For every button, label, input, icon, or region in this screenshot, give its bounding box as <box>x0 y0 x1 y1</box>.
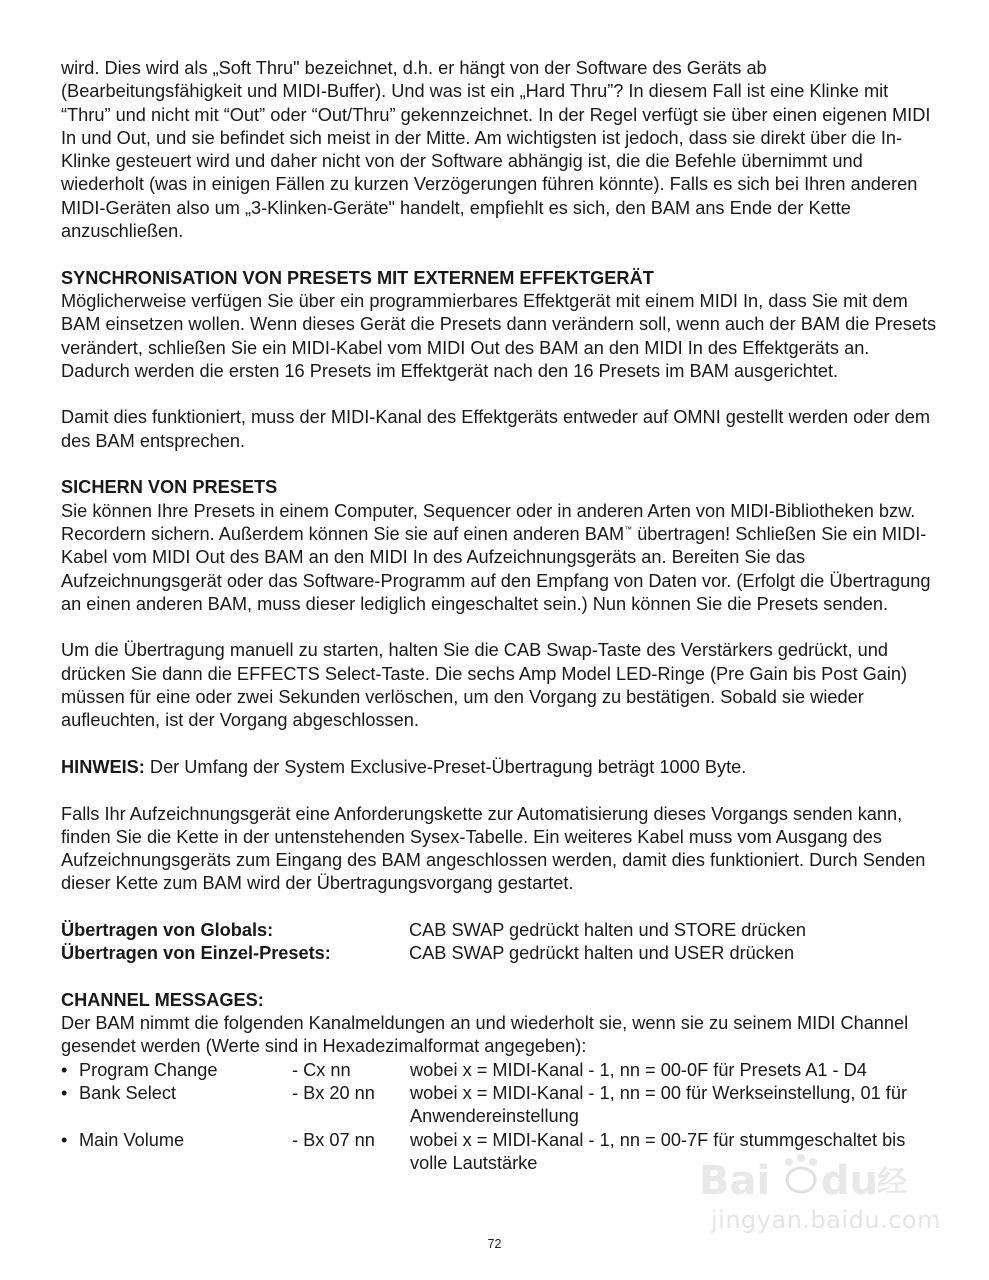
svg-text:经: 经 <box>877 1165 907 1200</box>
message-desc: wobei x = MIDI-Kanal - 1, nn = 00 für Werkseinstellung, 01 für Anwendereinstellung <box>410 1083 908 1127</box>
message-name: Main Volume <box>79 1129 185 1150</box>
message-desc: wobei x = MIDI-Kanal - 1, nn = 00-7F für stummgeschaltet bis volle Lautstärke <box>410 1129 906 1173</box>
transfer-value: CAB SWAP gedrückt halten und STORE drücken <box>409 919 806 940</box>
backup-paragraph-3: Falls Ihr Aufzeichnungsgerät eine Anforderungskette zur Automatisierung dieses Vorgangs senden kann, finden Sie die Kette in der untenstehenden Sysex-Tabelle. Ein weiteres Kabel muss vom Ausgang des Aufzeichnungsgeräts zum Eingang des BAM angeschlossen werden, damit dies funktioniert. Durch Senden dieser Kette zum BAM wird der Übertragungsvorgang gestartet. <box>61 803 926 894</box>
watermark-url: jingyan.baidu.com <box>711 1206 941 1234</box>
transfer-label: Übertragen von Einzel-Presets: <box>61 943 331 964</box>
transfer-row <box>61 919 941 942</box>
transfer-row <box>61 942 941 965</box>
message-code: - Cx nn <box>292 1059 351 1080</box>
channel-message-item <box>61 1082 941 1129</box>
page-number: 72 <box>487 1237 502 1251</box>
intro-paragraph: wird. Dies wird als „Soft Thru" bezeichnet, d.h. er hängt von der Software des Geräts ab (Bearbeitungsfähigkeit und MIDI-Buffer). Und was ist ein „Hard Thru”? In diesem Fall ist eine Klinke mit “Thru” und nicht mit “Out” oder “Out/Thru” gekennzeichnet. In der Regel verfügt sie über einen eigenen MIDI In und Out, und sie befindet sich meist in der Mitte. Am wichtigsten ist jedoch, dass sie direkt über die In-Klinke gesteuert wird und daher nicht von der Software abhängig ist, die die Befehle übernimmt und wiederholt (was in einigen Fällen zu kurzen Verzögerungen führen könnte). Falls es sich bei Ihren anderen MIDI-Geräten also um „3-Klinken-Geräte" handelt, empfiehlt es sich, den BAM ans Ende der Kette anzuschließen. <box>61 58 931 242</box>
sync-paragraph-2: Damit dies funktioniert, muss der MIDI-Kanal des Effektgeräts entweder auf OMNI gestellt werden oder dem des BAM entsprechen. <box>61 407 931 451</box>
note-label: HINWEIS: <box>61 756 145 777</box>
message-name: Program Change <box>79 1059 218 1080</box>
message-code: - Bx 07 nn <box>292 1129 375 1150</box>
channel-message-list <box>61 1059 941 1175</box>
message-desc: wobei x = MIDI-Kanal - 1, nn = 00-0F für Presets A1 - D4 <box>410 1059 867 1080</box>
trademark-symbol: ™ <box>624 524 633 534</box>
message-code: - Bx 20 nn <box>292 1083 375 1104</box>
channel-message-item <box>61 1129 941 1176</box>
transfer-table <box>61 919 941 966</box>
bullet-icon: • <box>61 1059 68 1080</box>
channel-paragraph: Der BAM nimmt die folgenden Kanalmeldungen an und wiederholt sie, wenn sie zu seinem MIDI Channel gesendet werden (Werte sind in Hexadezimalformat angegeben): <box>61 1013 909 1057</box>
document-page <box>61 57 941 1175</box>
note-paragraph <box>61 756 941 779</box>
backup-heading: SICHERN VON PRESETS <box>61 477 278 498</box>
message-name: Bank Select <box>79 1083 177 1104</box>
backup-paragraph-1-a: Sie können Ihre Presets in einem Computer, Sequencer oder in anderen Arten von MIDI-Bibliotheken bzw. Recordern sichern. Außerdem können Sie sie auf einen anderen BAM <box>61 500 916 544</box>
backup-paragraph-2: Um die Übertragung manuell zu starten, halten Sie die CAB Swap-Taste des Verstärkers gedrückt, und drücken Sie dann die EFFECTS Select-Taste. Die sechs Amp Model LED-Ringe (Pre Gain bis Post Gain) müssen für eine oder zwei Sekunden verlöschen, um den Vorgang zu bestätigen. Sobald sie wieder aufleuchten, ist der Vorgang abgeschlossen. <box>61 640 908 731</box>
sync-heading: SYNCHRONISATION VON PRESETS MIT EXTERNEM EFFEKTGERÄT <box>61 267 654 288</box>
backup-paragraph-1 <box>61 500 941 616</box>
note-text: Der Umfang der System Exclusive-Preset-Übertragung beträgt 1000 Byte. <box>144 756 747 777</box>
svg-text:Bai: Bai <box>699 1158 771 1202</box>
channel-message-item <box>61 1059 941 1082</box>
transfer-label: Übertragen von Globals: <box>61 919 274 940</box>
bullet-icon: • <box>61 1083 68 1104</box>
transfer-value: CAB SWAP gedrückt halten und USER drücken <box>409 943 795 964</box>
backup-paragraph-1-b: übertragen! Schließen Sie ein MIDI-Kabel vom MIDI Out des BAM an den MIDI In des Aufzeichnungsgeräts an. Bereiten Sie das Aufzeichnungsgerät oder das Software-Programm auf den Empfang von Daten vor. (Erfolgt die Übertragung an einen anderen BAM, muss dieser lediglich eingeschaltet sein.) Nun können Sie die Presets senden. <box>61 523 931 614</box>
sync-paragraph-1: Möglicherweise verfügen Sie über ein programmierbares Effektgerät mit einem MIDI In, dass Sie mit dem BAM einsetzen wollen. Wenn dieses Gerät die Presets dann verändern soll, wenn auch der BAM die Presets verändert, schließen Sie ein MIDI-Kabel vom MIDI Out des BAM an den MIDI In des Effektgeräts an. Dadurch werden die ersten 16 Presets im Effektgerät nach den 16 Presets im BAM ausgerichtet. <box>61 290 937 381</box>
channel-heading: CHANNEL MESSAGES: <box>61 989 264 1010</box>
svg-text:du: du <box>821 1158 879 1202</box>
bullet-icon: • <box>61 1129 68 1150</box>
